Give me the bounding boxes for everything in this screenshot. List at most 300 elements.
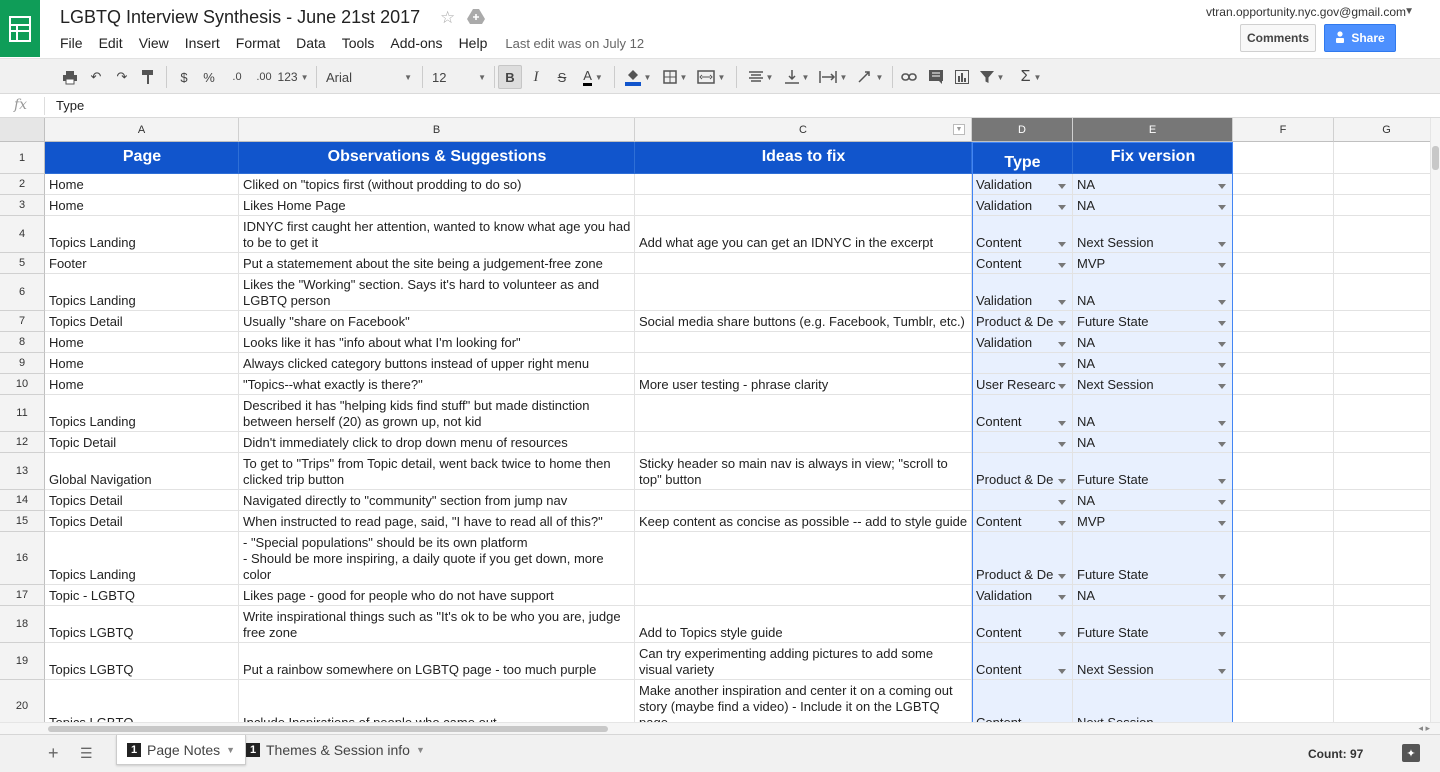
empty-cell[interactable] bbox=[1233, 142, 1334, 174]
sheet-tab-page-notes[interactable] bbox=[116, 735, 246, 765]
cell-text: Write inspirational things such as "It's ok to be who you are, judge free zone bbox=[243, 609, 621, 640]
row-header[interactable]: 20 bbox=[0, 680, 45, 733]
row-header[interactable]: 18 bbox=[0, 606, 45, 643]
empty-cell[interactable] bbox=[1334, 374, 1440, 395]
type-dropdown-cell[interactable] bbox=[972, 353, 1073, 374]
table-cell[interactable] bbox=[239, 453, 635, 490]
type-dropdown-cell[interactable] bbox=[972, 453, 1073, 490]
empty-cell[interactable] bbox=[1334, 311, 1440, 332]
add-sheet-plus-icon[interactable]: + bbox=[48, 743, 59, 763]
chevron-down-icon[interactable] bbox=[1218, 321, 1226, 326]
currency-format-button[interactable]: $ bbox=[180, 69, 188, 85]
empty-cell[interactable] bbox=[1233, 374, 1334, 395]
cell-text: NA bbox=[1077, 177, 1096, 192]
fill-color-icon[interactable] bbox=[622, 65, 654, 89]
chevron-down-icon[interactable] bbox=[1218, 479, 1226, 484]
column-header-a[interactable]: A bbox=[45, 118, 239, 142]
table-cell[interactable] bbox=[239, 353, 635, 374]
cell-text: Likes Home Page bbox=[243, 198, 346, 213]
document-title[interactable]: LGBTQ Interview Synthesis - June 21st 2017 bbox=[60, 7, 421, 27]
chevron-down-icon[interactable]: ▼ bbox=[415, 745, 425, 755]
vertical-scrollbar[interactable] bbox=[1430, 118, 1440, 722]
insert-chart-icon[interactable] bbox=[952, 65, 972, 89]
chevron-down-icon[interactable] bbox=[1058, 632, 1066, 637]
fix-version-dropdown-cell[interactable] bbox=[1073, 532, 1233, 585]
table-cell[interactable] bbox=[635, 511, 972, 532]
menu-insert[interactable]: Insert bbox=[184, 35, 220, 51]
table-cell[interactable] bbox=[239, 606, 635, 643]
cell-text: NA bbox=[1077, 293, 1096, 308]
cell-text: Content bbox=[976, 662, 1022, 677]
chevron-down-icon: ▼ bbox=[404, 72, 412, 82]
bold-button[interactable]: B bbox=[498, 65, 522, 89]
menu-data[interactable]: Data bbox=[296, 35, 326, 51]
account-email[interactable]: vtran.opportunity.nyc.gov@gmail.com bbox=[1205, 5, 1406, 19]
row-header[interactable]: 12 bbox=[0, 432, 45, 453]
menu-file[interactable]: File bbox=[60, 35, 83, 51]
filter-icon[interactable] bbox=[978, 65, 1006, 89]
text-wrapping-icon[interactable] bbox=[816, 65, 850, 89]
table-cell[interactable] bbox=[635, 374, 972, 395]
empty-cell[interactable] bbox=[1233, 453, 1334, 490]
all-sheets-list-icon[interactable]: ☰ bbox=[80, 745, 93, 761]
type-dropdown-cell[interactable] bbox=[972, 511, 1073, 532]
cell-text: To get to "Trips" from Topic detail, went back twice to home then clicked trip button bbox=[243, 456, 611, 487]
chevron-down-icon[interactable] bbox=[1218, 242, 1226, 247]
empty-cell[interactable] bbox=[635, 585, 972, 606]
empty-cell[interactable] bbox=[1334, 216, 1440, 253]
table-cell[interactable] bbox=[45, 453, 239, 490]
empty-cell[interactable] bbox=[635, 253, 972, 274]
empty-cell[interactable] bbox=[1334, 142, 1440, 174]
chevron-down-icon[interactable] bbox=[1218, 521, 1226, 526]
cell-text: Topics Detail bbox=[49, 514, 123, 529]
toolbar bbox=[0, 58, 1440, 94]
table-cell[interactable] bbox=[45, 374, 239, 395]
table-cell[interactable] bbox=[45, 311, 239, 332]
chevron-down-icon[interactable] bbox=[1218, 342, 1226, 347]
table-cell[interactable] bbox=[239, 374, 635, 395]
type-dropdown-cell[interactable] bbox=[972, 332, 1073, 353]
empty-cell[interactable] bbox=[1233, 195, 1334, 216]
row-header[interactable]: 16 bbox=[0, 532, 45, 585]
fix-version-dropdown-cell[interactable] bbox=[1073, 585, 1233, 606]
menu-help[interactable]: Help bbox=[458, 35, 488, 51]
empty-cell[interactable] bbox=[1233, 511, 1334, 532]
chevron-down-icon[interactable] bbox=[1058, 669, 1066, 674]
table-cell[interactable] bbox=[45, 332, 239, 353]
fix-version-dropdown-cell[interactable] bbox=[1073, 511, 1233, 532]
cell-text: More user testing - phrase clarity bbox=[639, 377, 829, 392]
fix-version-dropdown-cell[interactable] bbox=[1073, 643, 1233, 680]
empty-cell[interactable] bbox=[635, 195, 972, 216]
percent-format-button[interactable]: % bbox=[203, 69, 215, 85]
chevron-down-icon: ▼ bbox=[717, 72, 726, 82]
fix-version-dropdown-cell[interactable] bbox=[1073, 353, 1233, 374]
column-header-g[interactable]: G bbox=[1334, 118, 1440, 142]
chevron-down-icon[interactable] bbox=[1058, 479, 1066, 484]
horizontal-scrollbar[interactable] bbox=[0, 722, 1440, 734]
row-header[interactable]: 14 bbox=[0, 490, 45, 511]
menu-edit[interactable]: Edit bbox=[98, 35, 123, 51]
empty-cell[interactable] bbox=[1334, 585, 1440, 606]
row-header[interactable]: 9 bbox=[0, 353, 45, 374]
cell-text: Likes the "Working" section. Says it's hard to volunteer as and LGBTQ person bbox=[243, 277, 600, 308]
empty-cell[interactable] bbox=[1233, 585, 1334, 606]
table-cell[interactable] bbox=[239, 253, 635, 274]
drive-move-icon[interactable] bbox=[467, 8, 485, 29]
column-title-cell[interactable]: Observations & Suggestions bbox=[239, 142, 635, 174]
merge-cells-icon[interactable] bbox=[694, 65, 728, 89]
cell-text: Topics LGBTQ bbox=[49, 662, 134, 677]
empty-cell[interactable] bbox=[1233, 532, 1334, 585]
empty-cell[interactable] bbox=[1334, 174, 1440, 195]
type-dropdown-cell[interactable] bbox=[972, 311, 1073, 332]
more-formats-label: 123 bbox=[277, 70, 298, 84]
table-cell[interactable] bbox=[635, 453, 972, 490]
cell-text: MVP bbox=[1077, 514, 1106, 529]
empty-cell[interactable] bbox=[1334, 253, 1440, 274]
fix-version-dropdown-cell[interactable] bbox=[1073, 274, 1233, 311]
chevron-down-icon[interactable] bbox=[1058, 500, 1066, 505]
row-header[interactable]: 11 bbox=[0, 395, 45, 432]
row-header[interactable]: 3 bbox=[0, 195, 45, 216]
fix-version-dropdown-cell[interactable] bbox=[1073, 395, 1233, 432]
fix-version-dropdown-cell[interactable] bbox=[1073, 490, 1233, 511]
column-header-b[interactable]: B bbox=[239, 118, 635, 142]
empty-cell[interactable] bbox=[635, 532, 972, 585]
table-cell[interactable] bbox=[45, 432, 239, 453]
fix-version-dropdown-cell[interactable] bbox=[1073, 332, 1233, 353]
fix-version-dropdown-cell[interactable] bbox=[1073, 453, 1233, 490]
empty-cell[interactable] bbox=[635, 274, 972, 311]
menu-view[interactable]: View bbox=[138, 35, 169, 51]
type-dropdown-cell[interactable] bbox=[972, 274, 1073, 311]
table-cell[interactable] bbox=[45, 174, 239, 195]
fix-version-dropdown-cell[interactable] bbox=[1073, 374, 1233, 395]
print-icon[interactable] bbox=[60, 65, 80, 89]
empty-cell[interactable] bbox=[1233, 174, 1334, 195]
column-header-e[interactable]: E bbox=[1073, 118, 1233, 142]
row-header[interactable]: 6 bbox=[0, 274, 45, 311]
horizontal-scroll-thumb[interactable] bbox=[48, 726, 608, 732]
empty-cell[interactable] bbox=[1233, 490, 1334, 511]
row-header[interactable]: 2 bbox=[0, 174, 45, 195]
empty-cell[interactable] bbox=[1233, 643, 1334, 680]
empty-cell[interactable] bbox=[1334, 606, 1440, 643]
fix-version-dropdown-cell[interactable] bbox=[1073, 606, 1233, 643]
table-cell[interactable] bbox=[239, 432, 635, 453]
column-header-d[interactable]: D bbox=[972, 118, 1073, 142]
table-cell[interactable] bbox=[239, 643, 635, 680]
row-header[interactable]: 10 bbox=[0, 374, 45, 395]
fix-version-dropdown-cell[interactable] bbox=[1073, 195, 1233, 216]
empty-cell[interactable] bbox=[1233, 432, 1334, 453]
borders-icon[interactable] bbox=[660, 65, 690, 89]
menu-bar bbox=[52, 34, 644, 52]
row-header[interactable]: 7 bbox=[0, 311, 45, 332]
chevron-down-icon[interactable] bbox=[1218, 184, 1226, 189]
insert-link-icon[interactable] bbox=[898, 65, 920, 89]
paint-format-icon[interactable] bbox=[138, 65, 158, 89]
row-header[interactable]: 4 bbox=[0, 216, 45, 253]
table-cell[interactable] bbox=[239, 511, 635, 532]
chevron-down-icon[interactable] bbox=[1058, 263, 1066, 268]
menu-add-ons[interactable]: Add-ons bbox=[390, 35, 443, 51]
column-title-cell[interactable]: Fix version bbox=[1073, 142, 1233, 174]
table-cell[interactable] bbox=[45, 274, 239, 311]
empty-cell[interactable] bbox=[1233, 353, 1334, 374]
chevron-down-icon[interactable]: ▼ bbox=[226, 744, 236, 755]
table-cell[interactable] bbox=[635, 643, 972, 680]
chevron-down-icon[interactable] bbox=[1058, 184, 1066, 189]
type-dropdown-cell[interactable] bbox=[972, 585, 1073, 606]
empty-cell[interactable] bbox=[635, 432, 972, 453]
cell-text: Add what age you can get an IDNYC in the excerpt bbox=[639, 235, 934, 250]
last-edit-status[interactable]: Last edit was on July 12 bbox=[505, 35, 645, 51]
cell-text: Home bbox=[49, 335, 84, 350]
row-header[interactable]: 5 bbox=[0, 253, 45, 274]
table-cell[interactable] bbox=[239, 195, 635, 216]
cell-text: Topics Detail bbox=[49, 314, 123, 329]
chevron-down-icon[interactable] bbox=[1218, 263, 1226, 268]
empty-cell[interactable] bbox=[1334, 274, 1440, 311]
empty-cell[interactable] bbox=[1334, 643, 1440, 680]
more-formats-button[interactable] bbox=[278, 65, 308, 89]
empty-cell[interactable] bbox=[1233, 216, 1334, 253]
chevron-down-icon[interactable] bbox=[1218, 363, 1226, 368]
type-dropdown-cell[interactable] bbox=[972, 532, 1073, 585]
cell-text: Cliked on "topics first (without prodding to do so) bbox=[243, 177, 522, 192]
empty-cell[interactable] bbox=[635, 395, 972, 432]
empty-cell[interactable] bbox=[1334, 395, 1440, 432]
menu-format[interactable]: Format bbox=[235, 35, 281, 51]
selection-count[interactable]: Count: 97 bbox=[1308, 747, 1364, 761]
toolbar-divider bbox=[166, 66, 167, 88]
empty-cell[interactable] bbox=[1233, 395, 1334, 432]
empty-cell[interactable] bbox=[1233, 274, 1334, 311]
row-header[interactable]: 17 bbox=[0, 585, 45, 606]
table-cell[interactable] bbox=[45, 216, 239, 253]
sheet-tab-themes-session-info[interactable] bbox=[236, 735, 435, 765]
cell-text: Product & De bbox=[976, 314, 1054, 329]
type-dropdown-cell[interactable] bbox=[972, 606, 1073, 643]
row-header[interactable]: 1 bbox=[0, 142, 45, 174]
table-cell[interactable] bbox=[635, 311, 972, 332]
empty-cell[interactable] bbox=[1233, 253, 1334, 274]
chevron-down-icon: ▼ bbox=[765, 72, 774, 82]
chevron-down-icon[interactable] bbox=[1218, 574, 1226, 579]
type-dropdown-cell[interactable] bbox=[972, 253, 1073, 274]
chevron-down-icon[interactable] bbox=[1218, 205, 1226, 210]
empty-cell[interactable] bbox=[635, 490, 972, 511]
cell-text: Always clicked category buttons instead of upper right menu bbox=[243, 356, 590, 371]
table-cell[interactable] bbox=[635, 606, 972, 643]
row-header[interactable]: 19 bbox=[0, 643, 45, 680]
sheets-logo-icon[interactable] bbox=[0, 0, 40, 57]
chevron-down-icon[interactable] bbox=[1218, 595, 1226, 600]
cell-text: Content bbox=[976, 625, 1022, 640]
table-cell[interactable] bbox=[45, 606, 239, 643]
type-dropdown-cell[interactable] bbox=[972, 432, 1073, 453]
row-header[interactable]: 13 bbox=[0, 453, 45, 490]
insert-comment-icon[interactable] bbox=[926, 65, 946, 89]
comments-button[interactable]: Comments bbox=[1240, 24, 1316, 52]
fix-version-dropdown-cell[interactable] bbox=[1073, 311, 1233, 332]
text-color-button[interactable] bbox=[578, 65, 608, 89]
vertical-scroll-thumb[interactable] bbox=[1432, 146, 1439, 170]
type-dropdown-cell[interactable] bbox=[972, 490, 1073, 511]
chevron-down-icon[interactable] bbox=[1058, 321, 1066, 326]
empty-cell[interactable] bbox=[635, 174, 972, 195]
chevron-down-icon[interactable] bbox=[1058, 242, 1066, 247]
empty-cell[interactable] bbox=[1334, 195, 1440, 216]
horizontal-align-icon[interactable] bbox=[744, 65, 778, 89]
cell-text: Navigated directly to "community" section from jump nav bbox=[243, 493, 568, 508]
chevron-down-icon[interactable] bbox=[1058, 384, 1066, 389]
share-button[interactable] bbox=[1324, 24, 1396, 52]
empty-cell[interactable] bbox=[1334, 453, 1440, 490]
cell-text: Can try experimenting adding pictures to add some visual variety bbox=[639, 646, 934, 677]
chevron-down-icon[interactable] bbox=[1058, 205, 1066, 210]
chevron-down-icon[interactable] bbox=[1218, 632, 1226, 637]
table-cell[interactable] bbox=[45, 195, 239, 216]
chevron-down-icon: ▼ bbox=[875, 72, 884, 82]
table-cell[interactable] bbox=[635, 216, 972, 253]
decrease-decimal-button[interactable]: .0 bbox=[232, 71, 242, 83]
type-dropdown-cell[interactable] bbox=[972, 643, 1073, 680]
select-all-corner[interactable] bbox=[0, 118, 45, 142]
empty-cell[interactable] bbox=[1334, 332, 1440, 353]
increase-decimal-button[interactable]: .00 bbox=[256, 71, 272, 83]
table-cell[interactable] bbox=[239, 395, 635, 432]
chevron-down-icon[interactable] bbox=[1058, 574, 1066, 579]
table-cell[interactable] bbox=[45, 353, 239, 374]
chevron-down-icon[interactable] bbox=[1058, 300, 1066, 305]
fix-version-dropdown-cell[interactable] bbox=[1073, 253, 1233, 274]
account-chevron-down-icon[interactable]: ▼ bbox=[1404, 6, 1414, 17]
table-cell[interactable] bbox=[239, 274, 635, 311]
table-cell[interactable] bbox=[45, 643, 239, 680]
formula-divider bbox=[44, 97, 45, 115]
column-menu-chevron-down-icon[interactable]: ▼ bbox=[953, 124, 965, 135]
formula-input[interactable]: Type bbox=[56, 98, 85, 113]
cell-text: Home bbox=[49, 198, 84, 213]
empty-cell[interactable] bbox=[1233, 332, 1334, 353]
table-cell[interactable] bbox=[239, 585, 635, 606]
cell-text: IDNYC first caught her attention, wanted to know what age you had to be to get it bbox=[243, 219, 631, 250]
chevron-down-icon[interactable] bbox=[1058, 595, 1066, 600]
fix-version-dropdown-cell[interactable] bbox=[1073, 216, 1233, 253]
explore-icon[interactable]: ✦ bbox=[1402, 744, 1420, 762]
empty-cell[interactable] bbox=[1334, 532, 1440, 585]
chevron-down-icon[interactable] bbox=[1218, 500, 1226, 505]
chevron-down-icon[interactable] bbox=[1058, 421, 1066, 426]
font-family-value: Arial bbox=[326, 69, 353, 85]
functions-sigma-icon[interactable]: Σ ▼ bbox=[1020, 68, 1042, 85]
chevron-down-icon[interactable] bbox=[1218, 300, 1226, 305]
spreadsheet-grid[interactable] bbox=[0, 118, 1430, 722]
cell-text: Footer bbox=[49, 256, 87, 271]
table-cell[interactable] bbox=[239, 490, 635, 511]
text-rotation-icon[interactable] bbox=[854, 65, 886, 89]
cell-text: NA bbox=[1077, 493, 1096, 508]
star-icon[interactable]: ☆ bbox=[440, 8, 456, 27]
column-title-cell[interactable]: Ideas to fix bbox=[635, 142, 972, 174]
table-cell[interactable] bbox=[239, 174, 635, 195]
row-header[interactable]: 8 bbox=[0, 332, 45, 353]
chevron-down-icon[interactable] bbox=[1218, 442, 1226, 447]
chevron-down-icon[interactable] bbox=[1218, 421, 1226, 426]
table-cell[interactable] bbox=[45, 511, 239, 532]
empty-cell[interactable] bbox=[635, 332, 972, 353]
table-cell[interactable] bbox=[45, 253, 239, 274]
cell-text: When instructed to read page, said, "I have to read all of this?" bbox=[243, 514, 603, 529]
table-cell[interactable] bbox=[45, 532, 239, 585]
fix-version-dropdown-cell[interactable] bbox=[1073, 432, 1233, 453]
table-cell[interactable] bbox=[239, 311, 635, 332]
strikethrough-button[interactable]: S bbox=[557, 69, 567, 85]
chevron-down-icon[interactable] bbox=[1058, 521, 1066, 526]
chevron-down-icon[interactable] bbox=[1218, 384, 1226, 389]
fix-version-dropdown-cell[interactable] bbox=[1073, 174, 1233, 195]
column-header-f[interactable]: F bbox=[1233, 118, 1334, 142]
cell-text: Topics Detail bbox=[49, 493, 123, 508]
chevron-down-icon[interactable] bbox=[1058, 363, 1066, 368]
font-family-select[interactable] bbox=[326, 65, 412, 89]
chevron-down-icon[interactable] bbox=[1218, 669, 1226, 674]
sheet-number-badge: 1 bbox=[246, 743, 260, 757]
empty-cell[interactable] bbox=[1334, 432, 1440, 453]
column-header-c[interactable]: C ▼ bbox=[635, 118, 972, 142]
row-header[interactable]: 15 bbox=[0, 511, 45, 532]
cell-text: Validation bbox=[976, 293, 1033, 308]
cell-text: Next Session bbox=[1077, 377, 1154, 392]
type-dropdown-cell[interactable] bbox=[972, 195, 1073, 216]
table-cell[interactable] bbox=[239, 332, 635, 353]
chevron-down-icon: ▼ bbox=[478, 72, 486, 82]
empty-cell[interactable] bbox=[635, 353, 972, 374]
vertical-align-icon[interactable] bbox=[782, 65, 812, 89]
font-size-select[interactable] bbox=[432, 65, 486, 89]
table-cell[interactable] bbox=[239, 532, 635, 585]
empty-cell[interactable] bbox=[1334, 353, 1440, 374]
column-title-cell[interactable]: Type bbox=[972, 142, 1073, 174]
empty-cell[interactable] bbox=[1233, 311, 1334, 332]
empty-cell[interactable] bbox=[1334, 490, 1440, 511]
chevron-down-icon[interactable] bbox=[1058, 342, 1066, 347]
redo-icon[interactable]: ↷ bbox=[116, 69, 128, 84]
undo-icon[interactable]: ↶ bbox=[90, 69, 102, 84]
menu-tools[interactable]: Tools bbox=[341, 35, 375, 51]
type-dropdown-cell[interactable] bbox=[972, 174, 1073, 195]
cell-text: Topics Landing bbox=[49, 567, 136, 582]
chevron-down-icon[interactable] bbox=[1058, 442, 1066, 447]
type-dropdown-cell[interactable] bbox=[972, 374, 1073, 395]
table-cell[interactable] bbox=[45, 490, 239, 511]
empty-cell[interactable] bbox=[1233, 606, 1334, 643]
empty-cell[interactable] bbox=[1334, 511, 1440, 532]
scroll-arrows-icon[interactable]: ◂ ▸ bbox=[1418, 723, 1430, 733]
table-cell[interactable] bbox=[45, 395, 239, 432]
column-title-cell[interactable]: Page bbox=[45, 142, 239, 174]
type-dropdown-cell[interactable] bbox=[972, 395, 1073, 432]
cell-text: Put a rainbow somewhere on LGBTQ page - too much purple bbox=[243, 662, 597, 677]
type-dropdown-cell[interactable] bbox=[972, 216, 1073, 253]
italic-button[interactable]: I bbox=[533, 68, 539, 85]
table-cell[interactable] bbox=[45, 585, 239, 606]
table-cell[interactable] bbox=[239, 216, 635, 253]
